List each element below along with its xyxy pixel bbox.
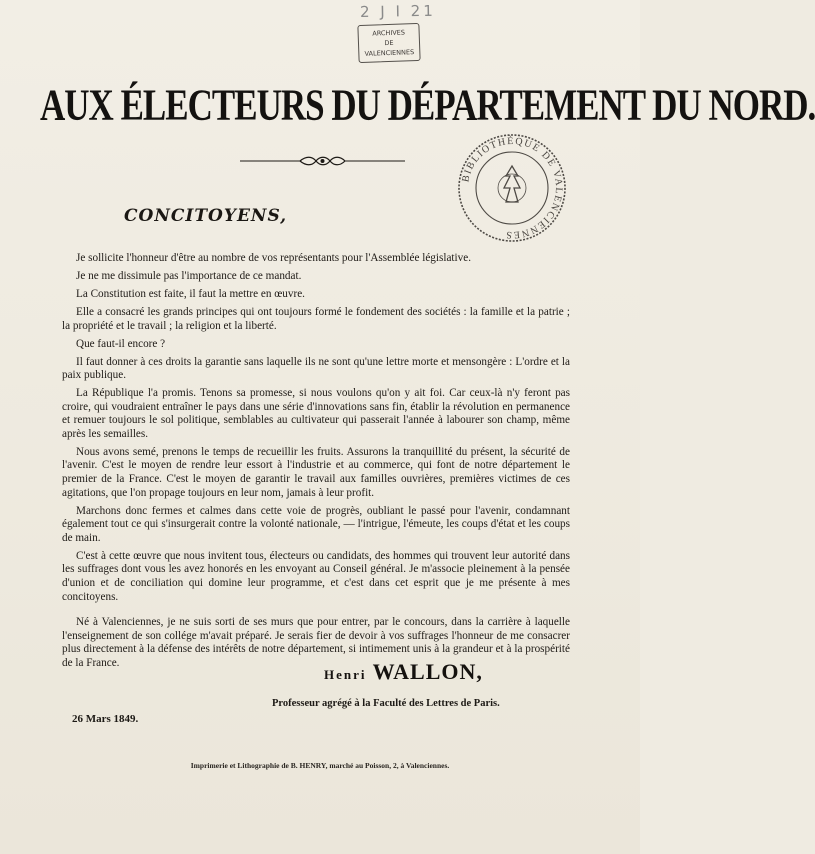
paragraph: Nous avons semé, prenons le temps de recueillir les fruits. Assurons la tranquillité du présent, la sécurité de l'avenir. C'est le moyen de rendre leur essort à l'industrie et au commerce, qui font de notre département le premier de la France. C'est le moyen de garantir le travail aux familles ouvrières, premières victimes de ces agitations, que l'on propage toujours en leur nom, jamais à leur profit. <box>62 445 570 499</box>
seal-text: BIBLIOTHÈQUE DE VALENCIENNES <box>460 135 565 241</box>
archive-stamp-line: VALENCIENNES <box>364 48 415 58</box>
archive-stamp-line: ARCHIVES <box>372 28 406 38</box>
paragraph: C'est à cette œuvre que nous invitent tous, électeurs ou candidats, des hommes qui trouvent leur autorité dans les suffrages dont vous les avez honorés en les envoyant au Conseil général. Je m'associe pleinement à la pensée d'union et de conciliation qui domine leur programme, et c'est dans cet esprit que je me présente à mes concitoyens. <box>62 549 570 603</box>
printer-imprint: Imprimerie et Lithographie de B. HENRY, marché au Poisson, 2, à Valenciennes. <box>190 761 450 770</box>
signature <box>324 659 483 685</box>
ornament-divider-icon <box>240 154 405 168</box>
paragraph: Je sollicite l'honneur d'être au nombre de vos représentants pour l'Assemblée législative. <box>76 252 472 264</box>
paragraph: Né à Valenciennes, je ne suis sorti de ses murs que pour entrer, par le concours, dans la carrière à laquelle l'enseignement de son collége m'avait préparé. Je serais fier de devoir à vos suffrages l'honneur de me consacrer plus directement à la défense des intérêts de notre département, si intimement unis à la grandeur et à la prospérité de la France. <box>62 616 570 669</box>
poster-date: 26 Mars 1849. <box>72 713 139 725</box>
paragraph: Il faut donner à ces droits la garantie sans laquelle ils ne sont qu'une lettre morte et mensongère : L'ordre et la paix publique. <box>62 355 570 382</box>
paragraph: La Constitution est faite, il faut la mettre en œuvre. <box>76 287 305 300</box>
archive-stamp-line: DE <box>384 38 394 48</box>
signature-first-name: Henri <box>324 667 367 682</box>
paragraph: Que faut-il encore ? <box>76 337 166 350</box>
signature-last-name: WALLON, <box>372 659 483 684</box>
paragraph: Marchons donc fermes et calmes dans cette voie de progrès, oubliant le passé pour l'avenir, condamnant également tout ce qui s'insurgerait contre la volonté nationale, — l'intrigue, l'émeute, les coups d'état et les coups de main. <box>62 504 570 544</box>
paragraph: Elle a consacré les grands principes qui ont toujours formé le fondement des sociétés : la famille et la patrie ; la propriété et le travail ; la religion et la liberté. <box>62 305 570 332</box>
address-body <box>62 252 570 675</box>
archive-stamp <box>357 23 420 63</box>
pencil-shelfmark: 2 J I 21 <box>359 1 436 22</box>
salutation: CONCITOYENS, <box>124 206 288 226</box>
library-seal-icon <box>454 130 570 246</box>
paragraph: Je ne me dissimule pas l'importance de ce mandat. <box>76 269 302 282</box>
poster-title: AUX ÉLECTEURS DU DÉPARTEMENT DU NORD. <box>40 80 815 130</box>
signatory-credential: Professeur agrégé à la Faculté des Lettres de Paris. <box>272 698 500 709</box>
paragraph: La République l'a promis. Tenons sa promesse, si nous voulons qu'on y ait foi. Car ceux-là n'y feront pas croire, qui voudraient entraîner le pays dans une série d'innovations sans fin, établir la révolution en permanence et remuer toujours le sol politique, semblables au cultivateur qui passerait l'année à labourer son champ, même après les semailles. <box>62 387 570 440</box>
